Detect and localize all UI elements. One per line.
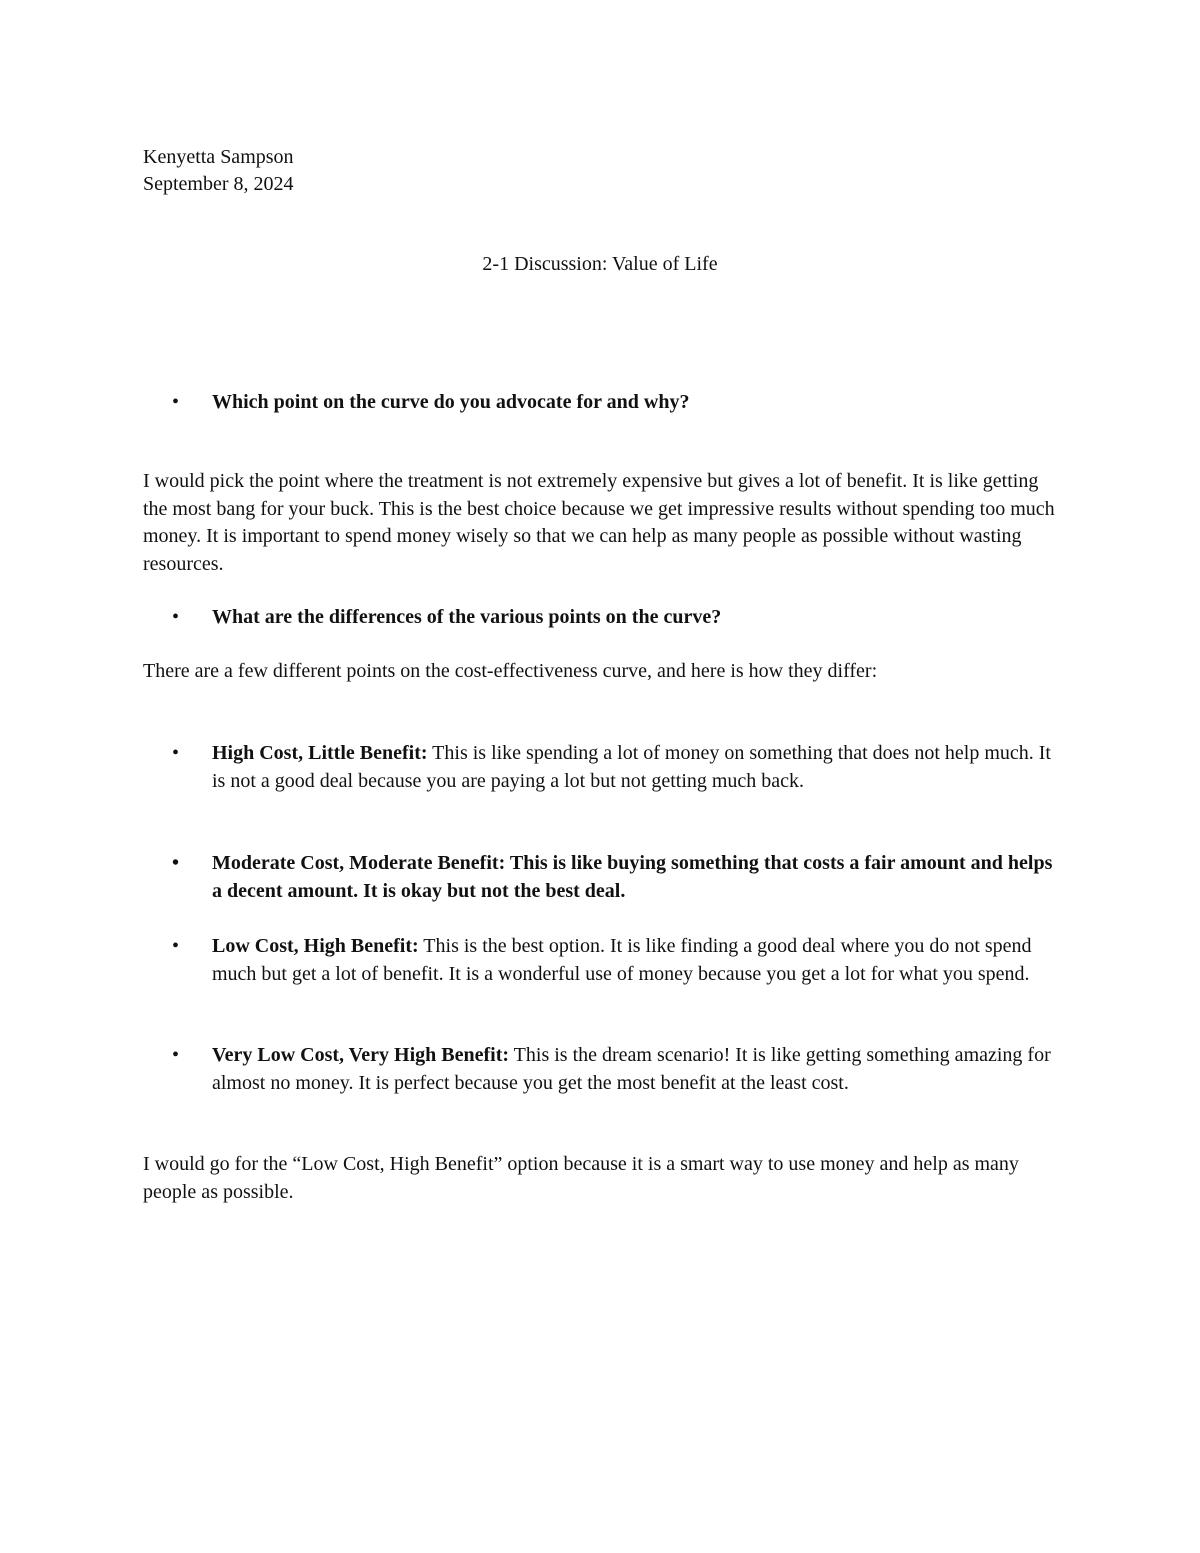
- bullet-icon: •: [172, 391, 180, 413]
- question-2-text: What are the differences of the various points on the curve?: [212, 606, 722, 628]
- question-2: [172, 603, 721, 631]
- question-1-text: Which point on the curve do you advocate for and why?: [212, 391, 690, 413]
- item-text: This is the dream scenario! It is like getting something amazing for almost no money. It is perfect because you get the most benefit at the least cost.: [212, 1044, 1051, 1094]
- list-item-high-cost: [172, 740, 1062, 795]
- bullet-icon: •: [172, 852, 180, 874]
- list-item-moderate-cost: [172, 850, 1062, 905]
- answer-1-paragraph: I would pick the point where the treatment is not extremely expensive but gives a lot of benefit. It is like getting the most bang for your buck. This is the best choice because we get impressive results without spending too much money. It is important to spend money wisely so that we can help as many people as possible without wasting resources.: [143, 470, 1055, 575]
- bullet-icon: •: [172, 935, 180, 957]
- item-text: This is the best option. It is like finding a good deal where you do not spend much but get a lot of benefit. It is a wonderful use of money because you get a lot for what you spend.: [212, 935, 1032, 985]
- document-title: 2-1 Discussion: Value of Life: [482, 253, 718, 275]
- item-label: Very Low Cost, Very High Benefit:: [212, 1044, 510, 1066]
- bullet-icon: •: [172, 1044, 180, 1066]
- item-label: High Cost, Little Benefit:: [212, 742, 428, 764]
- document-date: September 8, 2024: [143, 173, 294, 195]
- bullet-icon: •: [172, 742, 180, 764]
- item-label: Moderate Cost, Moderate Benefit:: [212, 852, 506, 874]
- question-1: [172, 388, 689, 416]
- item-text: This is like spending a lot of money on something that does not help much. It is not a good deal because you are paying a lot but not getting much back.: [212, 742, 1051, 792]
- item-label: Low Cost, High Benefit:: [212, 935, 419, 957]
- item-text: This is like buying something that costs a fair amount and helps a decent amount. It is okay but not the best deal.: [212, 852, 1053, 902]
- bullet-icon: •: [172, 606, 180, 628]
- author-name: Kenyetta Sampson: [143, 146, 294, 168]
- list-item-very-low-cost: [172, 1042, 1062, 1097]
- list-item-low-cost: [172, 933, 1062, 988]
- intro-2-paragraph: There are a few different points on the cost-effectiveness curve, and here is how they differ:: [143, 660, 878, 682]
- conclusion-paragraph: I would go for the “Low Cost, High Benefit” option because it is a smart way to use money and help as many people as possible.: [143, 1153, 1019, 1203]
